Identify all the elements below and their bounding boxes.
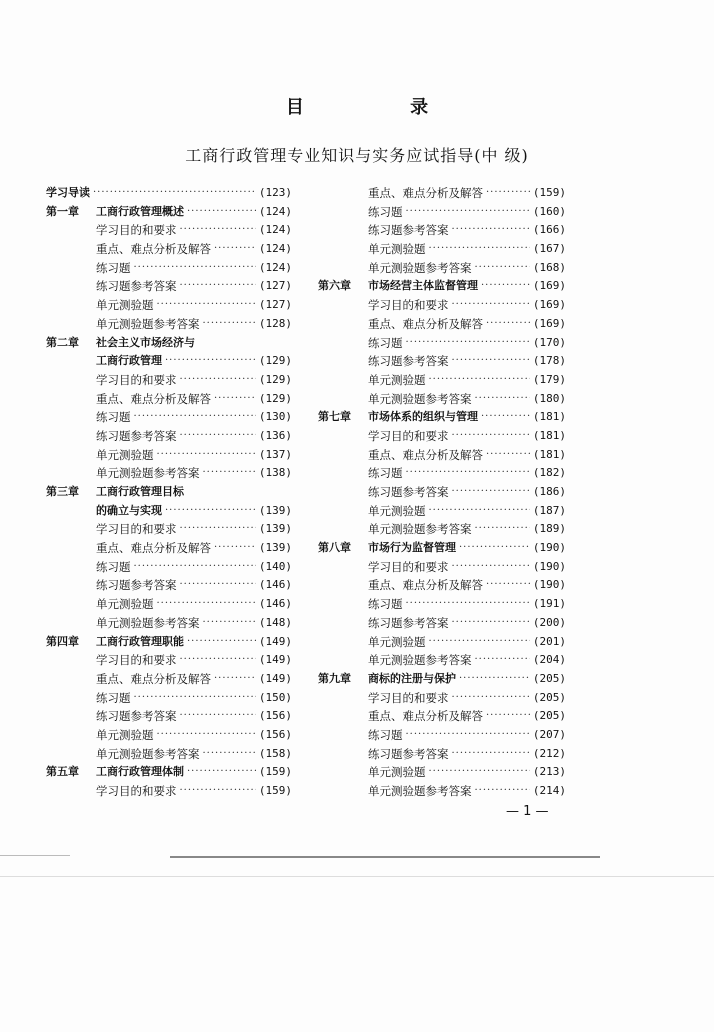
toc-entry bbox=[318, 464, 566, 483]
entry-title: 商标的注册与保护 bbox=[368, 671, 456, 685]
chapter-label: 第三章 bbox=[46, 485, 79, 498]
entry-page-number: (205) bbox=[532, 709, 566, 723]
entry-page-number: (139) bbox=[258, 503, 292, 517]
dot-leader bbox=[180, 651, 256, 670]
chapter-label: 第五章 bbox=[46, 765, 79, 779]
dot-leader bbox=[481, 277, 530, 296]
dot-leader bbox=[406, 464, 530, 483]
entry-page-number: (187) bbox=[532, 503, 566, 517]
entry-page-number: (190) bbox=[532, 541, 566, 555]
dot-leader bbox=[187, 633, 256, 652]
entry-page-number: (124) bbox=[258, 260, 292, 274]
entry-title: 学习目的和要求 bbox=[368, 559, 449, 574]
toc-entry bbox=[318, 651, 566, 670]
dot-leader bbox=[429, 371, 530, 390]
entry-page-number: (139) bbox=[258, 522, 292, 536]
toc-entry bbox=[46, 520, 292, 539]
entry-page-number: (207) bbox=[532, 727, 566, 741]
dot-leader bbox=[134, 408, 256, 427]
entry-title: 练习题 bbox=[368, 727, 403, 742]
toc-entry bbox=[46, 184, 292, 203]
entry-page-number: (181) bbox=[532, 410, 566, 424]
entry-page-number: (169) bbox=[532, 316, 566, 330]
toc-entry bbox=[46, 539, 292, 558]
toc-entry bbox=[46, 763, 292, 782]
dot-leader bbox=[203, 315, 256, 334]
entry-title: 练习题 bbox=[96, 559, 131, 574]
toc-entry bbox=[46, 726, 292, 745]
divider-line bbox=[0, 855, 70, 856]
dot-leader bbox=[452, 221, 530, 240]
toc-entry bbox=[318, 614, 566, 633]
entry-title: 练习题参考答案 bbox=[368, 223, 449, 238]
entry-title: 重点、难点分析及解答 bbox=[368, 447, 483, 462]
entry-title: 单元测验题参考答案 bbox=[96, 466, 200, 481]
entry-page-number: (124) bbox=[258, 204, 292, 218]
toc-entry bbox=[46, 427, 292, 446]
entry-title: 重点、难点分析及解答 bbox=[96, 671, 211, 686]
toc-entry bbox=[46, 595, 292, 614]
entry-title: 练习题参考答案 bbox=[96, 709, 177, 724]
toc-entry bbox=[318, 427, 566, 446]
dot-leader bbox=[214, 240, 256, 259]
chapter-label: 第七章 bbox=[318, 410, 351, 424]
entry-page-number: (129) bbox=[258, 372, 292, 386]
entry-page-number: (139) bbox=[258, 541, 292, 555]
toc-entry bbox=[46, 670, 292, 689]
entry-title: 练习题 bbox=[96, 260, 131, 275]
entry-page-number: (127) bbox=[258, 279, 292, 293]
entry-title: 练习题 bbox=[368, 335, 403, 350]
toc-entry bbox=[318, 296, 566, 315]
entry-title: 工商行政管理概述 bbox=[96, 204, 184, 218]
toc-entry bbox=[46, 315, 292, 334]
toc-entry bbox=[318, 203, 566, 222]
entry-page-number: (160) bbox=[532, 204, 566, 218]
dot-leader bbox=[134, 259, 256, 278]
toc-entry bbox=[318, 315, 566, 334]
entry-page-number: (214) bbox=[532, 784, 566, 797]
entry-page-number: (146) bbox=[258, 597, 292, 611]
entry-page-number: (159) bbox=[532, 186, 566, 199]
chapter-label: 第二章 bbox=[46, 335, 79, 349]
toc-entry bbox=[46, 614, 292, 633]
entry-page-number: (129) bbox=[258, 391, 292, 405]
dot-leader bbox=[157, 446, 256, 465]
entry-page-number: (167) bbox=[532, 242, 566, 256]
entry-title: 单元测验题参考答案 bbox=[368, 653, 472, 668]
toc-entry bbox=[318, 446, 566, 465]
entry-page-number: (169) bbox=[532, 298, 566, 312]
toc-entry bbox=[318, 763, 566, 782]
dot-leader bbox=[157, 726, 256, 745]
dot-leader bbox=[452, 427, 530, 446]
dot-leader bbox=[157, 296, 256, 315]
dot-leader bbox=[486, 576, 530, 595]
dot-leader bbox=[452, 483, 530, 502]
entry-page-number: (140) bbox=[258, 559, 292, 573]
entry-page-number: (201) bbox=[532, 634, 566, 648]
chapter-label: 第六章 bbox=[318, 279, 351, 293]
chapter-label: 第四章 bbox=[46, 634, 79, 648]
toc-entry bbox=[46, 390, 292, 409]
entry-page-number: (148) bbox=[258, 615, 292, 629]
dot-leader bbox=[486, 707, 530, 726]
dot-leader bbox=[429, 633, 530, 652]
entry-page-number: (212) bbox=[532, 746, 566, 760]
entry-title: 单元测验题 bbox=[368, 242, 426, 257]
entry-title: 社会主义市场经济与 bbox=[96, 335, 195, 349]
dot-leader bbox=[180, 221, 256, 240]
entry-title: 练习题参考答案 bbox=[368, 746, 449, 761]
dot-leader bbox=[93, 184, 256, 203]
dot-leader bbox=[180, 427, 256, 446]
entry-title: 单元测验题参考答案 bbox=[96, 746, 200, 761]
dot-leader bbox=[203, 614, 256, 633]
entry-page-number: (128) bbox=[258, 316, 292, 330]
toc-left-column bbox=[46, 184, 292, 801]
toc-entry bbox=[318, 390, 566, 409]
dot-leader bbox=[180, 371, 256, 390]
entry-title: 练习题 bbox=[368, 466, 403, 481]
toc-entry bbox=[46, 745, 292, 764]
entry-page-number: (129) bbox=[258, 354, 292, 368]
dot-leader bbox=[475, 520, 530, 539]
divider-line bbox=[170, 856, 600, 858]
toc-entry bbox=[46, 558, 292, 577]
entry-page-number: (146) bbox=[258, 578, 292, 592]
entry-title: 重点、难点分析及解答 bbox=[96, 541, 211, 556]
entry-title: 练习题 bbox=[96, 690, 131, 705]
toc-entry bbox=[46, 334, 292, 353]
dot-leader bbox=[452, 745, 530, 764]
entry-page-number: (191) bbox=[532, 597, 566, 611]
dot-leader bbox=[475, 782, 530, 801]
toc-entry bbox=[318, 707, 566, 726]
toc-entry bbox=[318, 483, 566, 502]
dot-leader bbox=[214, 539, 256, 558]
entry-title: 学习目的和要求 bbox=[368, 428, 449, 443]
toc-entry bbox=[318, 502, 566, 521]
entry-page-number: (136) bbox=[258, 428, 292, 442]
dot-leader bbox=[203, 745, 256, 764]
toc-entry bbox=[318, 558, 566, 577]
entry-title: 工商行政管理体制 bbox=[96, 765, 184, 779]
entry-title: 单元测验题参考答案 bbox=[368, 391, 472, 406]
entry-title: 单元测验题 bbox=[368, 634, 426, 649]
toc-entry bbox=[318, 539, 566, 558]
entry-page-number: (149) bbox=[258, 634, 292, 648]
toc-entry bbox=[46, 782, 292, 801]
toc-entry bbox=[46, 221, 292, 240]
dot-leader bbox=[214, 390, 256, 409]
dot-leader bbox=[429, 502, 530, 521]
toc-entry bbox=[318, 576, 566, 595]
entry-title: 练习题参考答案 bbox=[368, 485, 449, 499]
entry-page-number: (149) bbox=[258, 653, 292, 667]
dot-leader bbox=[406, 334, 530, 353]
entry-page-number: (168) bbox=[532, 260, 566, 274]
dot-leader bbox=[180, 707, 256, 726]
toc-entry bbox=[318, 352, 566, 371]
entry-page-number: (156) bbox=[258, 709, 292, 723]
toc-entry bbox=[318, 221, 566, 240]
dot-leader bbox=[406, 726, 530, 745]
toc-entry bbox=[318, 240, 566, 259]
toc-entry bbox=[46, 296, 292, 315]
chapter-label: 学习导读 bbox=[46, 186, 90, 199]
dot-leader bbox=[429, 763, 530, 782]
entry-title: 学习目的和要求 bbox=[96, 653, 177, 668]
entry-title: 练习题 bbox=[368, 204, 403, 219]
entry-page-number: (169) bbox=[532, 279, 566, 293]
entry-title: 学习目的和要求 bbox=[368, 690, 449, 705]
dot-leader bbox=[452, 352, 530, 371]
entry-title: 练习题参考答案 bbox=[368, 354, 449, 369]
entry-page-number: (205) bbox=[532, 690, 566, 704]
dot-leader bbox=[452, 296, 530, 315]
toc-entry bbox=[46, 689, 292, 708]
entry-title: 工商行政管理目标 bbox=[96, 485, 184, 498]
dot-leader bbox=[214, 670, 256, 689]
entry-title: 单元测验题 bbox=[96, 597, 154, 612]
toc-entry bbox=[46, 633, 292, 652]
entry-title: 重点、难点分析及解答 bbox=[368, 578, 483, 593]
toc-entry bbox=[46, 464, 292, 483]
dot-leader bbox=[486, 315, 530, 334]
entry-page-number: (205) bbox=[532, 671, 566, 685]
entry-page-number: (149) bbox=[258, 671, 292, 685]
dot-leader bbox=[486, 184, 530, 203]
dot-leader bbox=[180, 277, 256, 296]
dot-leader bbox=[165, 502, 256, 521]
toc-entry bbox=[46, 651, 292, 670]
toc-entry bbox=[318, 782, 566, 801]
entry-page-number: (124) bbox=[258, 223, 292, 237]
entry-title: 学习目的和要求 bbox=[368, 298, 449, 313]
dot-leader bbox=[180, 520, 256, 539]
dot-leader bbox=[165, 352, 256, 371]
page-number: — 1 — bbox=[506, 804, 549, 819]
entry-page-number: (170) bbox=[532, 335, 566, 349]
entry-title: 单元测验题 bbox=[96, 727, 154, 742]
dot-leader bbox=[452, 614, 530, 633]
toc-entry bbox=[46, 352, 292, 371]
entry-page-number: (150) bbox=[258, 690, 292, 704]
entry-title: 学习目的和要求 bbox=[96, 223, 177, 238]
entry-title: 重点、难点分析及解答 bbox=[96, 242, 211, 257]
entry-title: 练习题 bbox=[368, 597, 403, 612]
toc-entry bbox=[318, 334, 566, 353]
entry-page-number: (204) bbox=[532, 653, 566, 667]
toc-entry bbox=[46, 371, 292, 390]
entry-title: 单元测验题 bbox=[368, 372, 426, 387]
dot-leader bbox=[187, 763, 256, 782]
entry-title: 重点、难点分析及解答 bbox=[368, 316, 483, 331]
entry-page-number: (137) bbox=[258, 447, 292, 461]
dot-leader bbox=[452, 689, 530, 708]
entry-title: 工商行政管理职能 bbox=[96, 634, 184, 648]
dot-leader bbox=[180, 576, 256, 595]
toc-entry bbox=[46, 502, 292, 521]
dot-leader bbox=[180, 782, 256, 801]
book-subtitle: 工商行政管理专业知识与实务应试指导(中 级) bbox=[185, 146, 529, 165]
entry-title: 单元测验题参考答案 bbox=[368, 522, 472, 537]
entry-title: 单元测验题参考答案 bbox=[368, 260, 472, 275]
dot-leader bbox=[134, 558, 256, 577]
page-title: 目 录 bbox=[285, 97, 479, 118]
toc-entry bbox=[46, 707, 292, 726]
entry-title: 单元测验题参考答案 bbox=[368, 784, 472, 798]
toc-entry bbox=[318, 184, 566, 203]
entry-title: 练习题参考答案 bbox=[96, 279, 177, 294]
toc-entry bbox=[318, 633, 566, 652]
dot-leader bbox=[486, 446, 530, 465]
dot-leader bbox=[157, 595, 256, 614]
entry-title: 重点、难点分析及解答 bbox=[96, 391, 211, 406]
entry-title: 市场经营主体监督管理 bbox=[368, 279, 478, 293]
entry-title: 单元测验题 bbox=[368, 503, 426, 518]
dot-leader bbox=[459, 539, 530, 558]
dot-leader bbox=[187, 203, 256, 222]
toc-entry bbox=[318, 670, 566, 689]
entry-page-number: (158) bbox=[258, 746, 292, 760]
toc-entry bbox=[318, 408, 566, 427]
dot-leader bbox=[452, 558, 530, 577]
entry-page-number: (213) bbox=[532, 765, 566, 779]
toc-entry bbox=[318, 595, 566, 614]
toc-entry bbox=[46, 277, 292, 296]
entry-page-number: (179) bbox=[532, 372, 566, 386]
entry-page-number: (189) bbox=[532, 522, 566, 536]
entry-title: 学习目的和要求 bbox=[96, 784, 177, 798]
entry-title: 市场行为监督管理 bbox=[368, 541, 456, 555]
toc-entry bbox=[318, 689, 566, 708]
dot-leader bbox=[481, 408, 530, 427]
entry-title: 的确立与实现 bbox=[96, 503, 162, 517]
chapter-label: 第一章 bbox=[46, 204, 79, 218]
toc-entry bbox=[46, 203, 292, 222]
entry-page-number: (156) bbox=[258, 727, 292, 741]
entry-title: 练习题参考答案 bbox=[368, 615, 449, 630]
toc-entry bbox=[46, 240, 292, 259]
entry-title: 工商行政管理 bbox=[96, 354, 162, 368]
entry-title: 单元测验题 bbox=[96, 447, 154, 462]
entry-title: 学习目的和要求 bbox=[96, 372, 177, 387]
entry-page-number: (181) bbox=[532, 447, 566, 461]
divider-line bbox=[0, 876, 714, 877]
toc-entry bbox=[46, 483, 292, 502]
toc-entry bbox=[318, 277, 566, 296]
entry-title: 练习题参考答案 bbox=[96, 578, 177, 593]
entry-page-number: (181) bbox=[532, 428, 566, 442]
toc-entry bbox=[318, 726, 566, 745]
entry-page-number: (180) bbox=[532, 391, 566, 405]
entry-page-number: (200) bbox=[532, 615, 566, 629]
dot-leader bbox=[134, 689, 256, 708]
entry-title: 单元测验题 bbox=[368, 765, 426, 780]
toc-entry bbox=[46, 259, 292, 278]
entry-title: 练习题参考答案 bbox=[96, 428, 177, 443]
entry-page-number: (159) bbox=[258, 765, 292, 779]
entry-title: 单元测验题参考答案 bbox=[96, 615, 200, 630]
dot-leader bbox=[475, 390, 530, 409]
toc-entry bbox=[318, 259, 566, 278]
toc-entry bbox=[46, 576, 292, 595]
toc-entry bbox=[46, 408, 292, 427]
entry-page-number: (166) bbox=[532, 223, 566, 237]
entry-page-number: (130) bbox=[258, 410, 292, 424]
dot-leader bbox=[203, 464, 256, 483]
entry-page-number: (124) bbox=[258, 242, 292, 256]
entry-title: 学习目的和要求 bbox=[96, 522, 177, 537]
entry-page-number: (182) bbox=[532, 466, 566, 480]
entry-page-number: (138) bbox=[258, 466, 292, 480]
entry-page-number: (127) bbox=[258, 298, 292, 312]
entry-title: 市场体系的组织与管理 bbox=[368, 410, 478, 424]
chapter-label: 第八章 bbox=[318, 541, 351, 555]
dot-leader bbox=[475, 259, 530, 278]
dot-leader bbox=[406, 595, 530, 614]
dot-leader bbox=[429, 240, 530, 259]
entry-title: 重点、难点分析及解答 bbox=[368, 709, 483, 724]
entry-page-number: (186) bbox=[532, 485, 566, 498]
toc-entry bbox=[46, 446, 292, 465]
entry-page-number: (123) bbox=[258, 186, 292, 199]
dot-leader bbox=[406, 203, 530, 222]
toc-entry bbox=[318, 371, 566, 390]
chapter-label: 第九章 bbox=[318, 671, 351, 685]
entry-page-number: (190) bbox=[532, 578, 566, 592]
entry-title: 练习题 bbox=[96, 410, 131, 425]
entry-title: 重点、难点分析及解答 bbox=[368, 186, 483, 200]
dot-leader bbox=[459, 670, 530, 689]
toc-right-column bbox=[318, 184, 566, 801]
entry-page-number: (190) bbox=[532, 559, 566, 573]
toc-entry bbox=[318, 520, 566, 539]
entry-page-number: (178) bbox=[532, 354, 566, 368]
toc-entry bbox=[318, 745, 566, 764]
entry-title: 单元测验题 bbox=[96, 298, 154, 313]
entry-title: 单元测验题参考答案 bbox=[96, 316, 200, 331]
dot-leader bbox=[475, 651, 530, 670]
entry-page-number: (159) bbox=[258, 784, 292, 797]
